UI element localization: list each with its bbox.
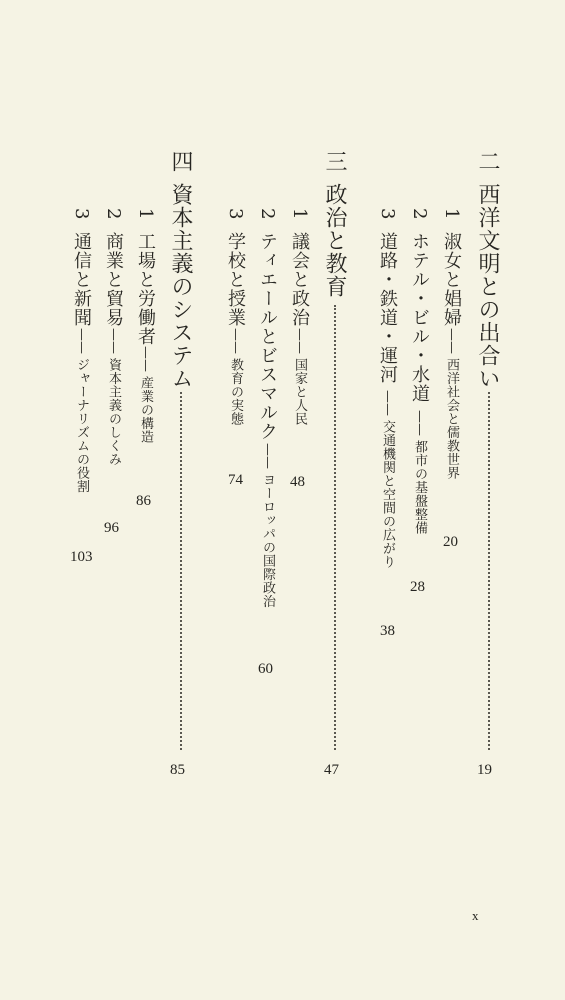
em-dash: ——: [380, 390, 395, 416]
leader-dots: [180, 392, 182, 750]
section-number: 2: [257, 208, 278, 221]
section-title: 学校と授業: [225, 232, 246, 327]
section-number: 3: [225, 208, 246, 221]
section-number: 3: [377, 208, 398, 221]
chapter-title: 政治と教育: [322, 183, 347, 298]
section-title: 商業と貿易: [103, 232, 124, 327]
section-page: 48: [290, 474, 305, 490]
section-page: 38: [380, 623, 395, 639]
em-dash: ——: [444, 328, 459, 354]
em-dash: ——: [74, 328, 89, 354]
section-page: 20: [443, 534, 458, 550]
chapter-page: 85: [170, 762, 185, 778]
section-number: 2: [103, 208, 124, 221]
section-subtitle: ジャーナリズムの役割: [74, 358, 89, 493]
section-title: 工場と労働者: [135, 232, 156, 346]
em-dash: ——: [106, 328, 121, 354]
section-title: 淑女と娼婦: [441, 232, 462, 327]
section-subtitle: 資本主義のしくみ: [106, 358, 121, 466]
em-dash: ——: [228, 328, 243, 354]
em-dash: ——: [412, 410, 427, 436]
section-page: 74: [228, 472, 243, 488]
section-number: 1: [441, 208, 462, 221]
section-page: 96: [104, 520, 119, 536]
section-page: 86: [136, 493, 151, 509]
chapter-page: 47: [324, 762, 339, 778]
section-title: 通信と新聞: [71, 232, 92, 327]
leader-dots: [488, 392, 490, 750]
section-subtitle: 都市の基盤整備: [412, 440, 427, 535]
chapter-title: 資本主義のシステム: [168, 183, 193, 390]
section-subtitle: 西洋社会と儒教世界: [444, 358, 459, 480]
section-number: 3: [71, 208, 92, 221]
section-page: 60: [258, 661, 273, 677]
em-dash: ——: [138, 346, 153, 372]
leader-dots: [334, 305, 336, 750]
em-dash: ——: [260, 443, 275, 469]
section-page: 103: [70, 549, 93, 565]
section-title: ティエールとビスマルク: [257, 232, 278, 441]
section-page: 28: [410, 579, 425, 595]
section-subtitle: 産業の構造: [138, 376, 153, 444]
chapter-page: 19: [477, 762, 492, 778]
chapter-number: 三: [322, 150, 347, 173]
section-title: ホテル・ビル・水道: [409, 232, 430, 403]
section-subtitle: 交通機関と空間の広がり: [380, 420, 395, 569]
em-dash: ——: [292, 328, 307, 354]
chapter-number: 四: [168, 150, 193, 173]
chapter-title: 西洋文明との出合い: [475, 183, 500, 390]
section-subtitle: ヨーロッパの国際政治: [260, 473, 275, 608]
page-folio: x: [472, 908, 479, 923]
chapter-number: 二: [475, 150, 500, 173]
section-number: 2: [409, 208, 430, 221]
section-number: 1: [135, 208, 156, 221]
section-subtitle: 教育の実態: [228, 358, 243, 426]
section-title: 道路・鉄道・運河: [377, 232, 398, 384]
section-number: 1: [289, 208, 310, 221]
section-subtitle: 国家と人民: [292, 358, 307, 426]
section-title: 議会と政治: [289, 232, 310, 327]
